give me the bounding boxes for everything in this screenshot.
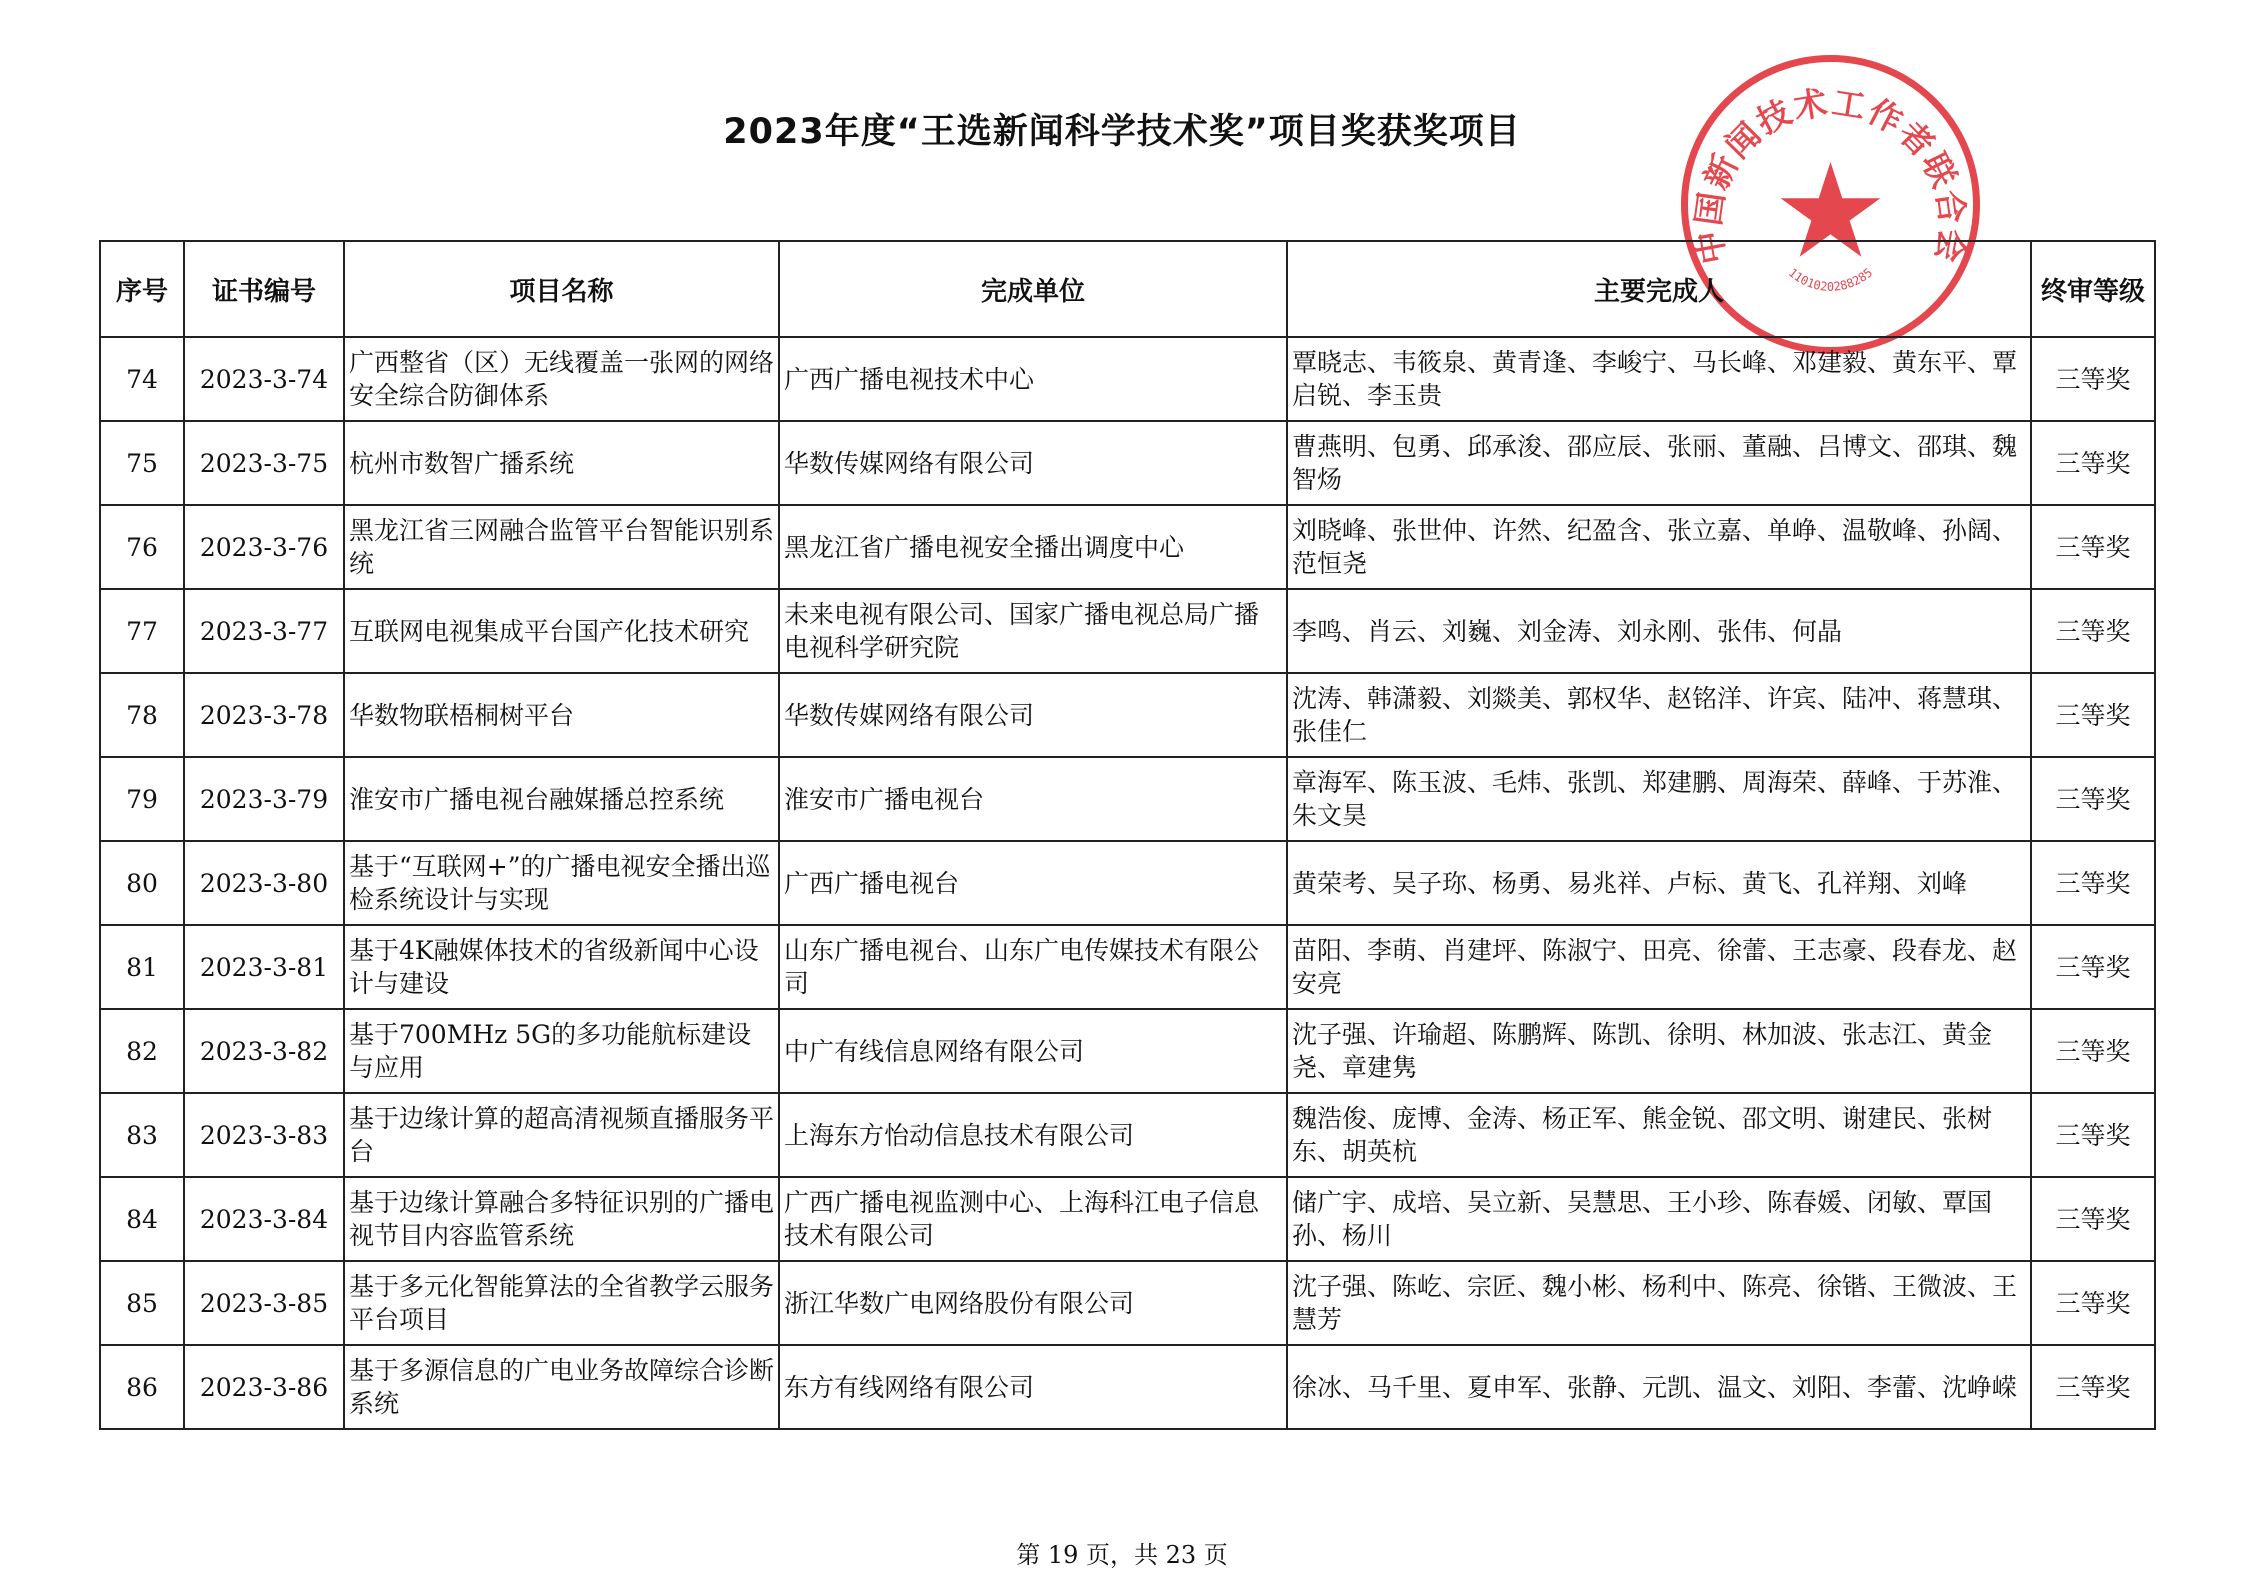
cell-cert-no: 2023-3-83 [184, 1093, 344, 1177]
cell-serial: 84 [100, 1177, 184, 1261]
cell-serial: 78 [100, 673, 184, 757]
header-project-name: 项目名称 [344, 241, 779, 337]
cell-cert-no: 2023-3-76 [184, 505, 344, 589]
cell-people: 覃晓志、韦筱泉、黄青逢、李峻宁、马长峰、邓建毅、黄东平、覃启锐、李玉贵 [1287, 337, 2031, 421]
cell-project-name: 淮安市广播电视台融媒播总控系统 [344, 757, 779, 841]
cell-serial: 80 [100, 841, 184, 925]
cell-project-name: 广西整省（区）无线覆盖一张网的网络安全综合防御体系 [344, 337, 779, 421]
header-serial: 序号 [100, 241, 184, 337]
cell-serial: 83 [100, 1093, 184, 1177]
cell-grade: 三等奖 [2031, 1009, 2155, 1093]
cell-unit: 中广有线信息网络有限公司 [779, 1009, 1287, 1093]
table-header-row [100, 241, 2155, 337]
table-row [100, 337, 2155, 421]
cell-serial: 76 [100, 505, 184, 589]
cell-people: 沈子强、许瑜超、陈鹏辉、陈凯、徐明、林加波、张志江、黄金尧、章建隽 [1287, 1009, 2031, 1093]
awards-table [99, 240, 2156, 1430]
table-row [100, 589, 2155, 673]
cell-people: 徐冰、马千里、夏申军、张静、元凯、温文、刘阳、李蕾、沈峥嵘 [1287, 1345, 2031, 1429]
table-row [100, 841, 2155, 925]
cell-unit: 广西广播电视技术中心 [779, 337, 1287, 421]
header-cert-no: 证书编号 [184, 241, 344, 337]
cell-project-name: 基于边缘计算的超高清视频直播服务平台 [344, 1093, 779, 1177]
table-row [100, 1093, 2155, 1177]
cell-project-name: 基于多源信息的广电业务故障综合诊断系统 [344, 1345, 779, 1429]
cell-cert-no: 2023-3-82 [184, 1009, 344, 1093]
cell-serial: 77 [100, 589, 184, 673]
cell-unit: 山东广播电视台、山东广电传媒技术有限公司 [779, 925, 1287, 1009]
cell-project-name: 基于边缘计算融合多特征识别的广播电视节目内容监管系统 [344, 1177, 779, 1261]
header-grade: 终审等级 [2031, 241, 2155, 337]
cell-people: 沈子强、陈屹、宗匠、魏小彬、杨利中、陈亮、徐锴、王微波、王慧芳 [1287, 1261, 2031, 1345]
page-footer: 第 19 页，共 23 页 [1016, 1541, 1228, 1569]
cell-cert-no: 2023-3-86 [184, 1345, 344, 1429]
cell-serial: 85 [100, 1261, 184, 1345]
cell-unit: 华数传媒网络有限公司 [779, 421, 1287, 505]
header-unit: 完成单位 [779, 241, 1287, 337]
cell-grade: 三等奖 [2031, 505, 2155, 589]
table-row [100, 421, 2155, 505]
cell-grade: 三等奖 [2031, 421, 2155, 505]
cell-cert-no: 2023-3-78 [184, 673, 344, 757]
cell-people: 曹燕明、包勇、邱承浚、邵应辰、张丽、董融、吕博文、邵琪、魏智炀 [1287, 421, 2031, 505]
cell-grade: 三等奖 [2031, 1345, 2155, 1429]
cell-people: 魏浩俊、庞博、金涛、杨正军、熊金锐、邵文明、谢建民、张树东、胡英杭 [1287, 1093, 2031, 1177]
cell-cert-no: 2023-3-74 [184, 337, 344, 421]
cell-cert-no: 2023-3-75 [184, 421, 344, 505]
seal-text: 中国新闻技术工作者联合会 [1688, 82, 1973, 268]
cell-project-name: 基于700MHz 5G的多功能航标建设与应用 [344, 1009, 779, 1093]
cell-cert-no: 2023-3-77 [184, 589, 344, 673]
cell-unit: 广西广播电视监测中心、上海科江电子信息技术有限公司 [779, 1177, 1287, 1261]
header-people: 主要完成人 [1287, 241, 2031, 337]
cell-people: 储广宇、成培、吴立新、吴慧思、王小珍、陈春媛、闭敏、覃国孙、杨川 [1287, 1177, 2031, 1261]
cell-people: 李鸣、肖云、刘巍、刘金涛、刘永刚、张伟、何晶 [1287, 589, 2031, 673]
cell-unit: 华数传媒网络有限公司 [779, 673, 1287, 757]
cell-unit: 未来电视有限公司、国家广播电视总局广播电视科学研究院 [779, 589, 1287, 673]
cell-grade: 三等奖 [2031, 337, 2155, 421]
cell-project-name: 华数物联梧桐树平台 [344, 673, 779, 757]
cell-people: 章海军、陈玉波、毛炜、张凯、郑建鹏、周海荣、薛峰、于苏淮、朱文昊 [1287, 757, 2031, 841]
cell-cert-no: 2023-3-79 [184, 757, 344, 841]
cell-cert-no: 2023-3-84 [184, 1177, 344, 1261]
cell-people: 苗阳、李萌、肖建坪、陈淑宁、田亮、徐蕾、王志豪、段春龙、赵安亮 [1287, 925, 2031, 1009]
cell-unit: 黑龙江省广播电视安全播出调度中心 [779, 505, 1287, 589]
cell-grade: 三等奖 [2031, 1261, 2155, 1345]
seal-serial: 1101020288285 [1785, 265, 1876, 294]
cell-grade: 三等奖 [2031, 841, 2155, 925]
cell-project-name: 黑龙江省三网融合监管平台智能识别系统 [344, 505, 779, 589]
table-row [100, 673, 2155, 757]
cell-project-name: 互联网电视集成平台国产化技术研究 [344, 589, 779, 673]
cell-serial: 82 [100, 1009, 184, 1093]
cell-cert-no: 2023-3-81 [184, 925, 344, 1009]
cell-unit: 淮安市广播电视台 [779, 757, 1287, 841]
cell-grade: 三等奖 [2031, 1093, 2155, 1177]
document-title: 2023年度“王选新闻科学技术奖”项目奖获奖项目 [723, 112, 1521, 152]
cell-unit: 广西广播电视台 [779, 841, 1287, 925]
table-row [100, 757, 2155, 841]
cell-grade: 三等奖 [2031, 925, 2155, 1009]
cell-project-name: 基于4K融媒体技术的省级新闻中心设计与建设 [344, 925, 779, 1009]
cell-serial: 74 [100, 337, 184, 421]
table-row [100, 505, 2155, 589]
cell-serial: 79 [100, 757, 184, 841]
cell-cert-no: 2023-3-80 [184, 841, 344, 925]
cell-grade: 三等奖 [2031, 757, 2155, 841]
table-row [100, 925, 2155, 1009]
cell-grade: 三等奖 [2031, 1177, 2155, 1261]
cell-serial: 86 [100, 1345, 184, 1429]
cell-project-name: 基于“互联网+”的广播电视安全播出巡检系统设计与实现 [344, 841, 779, 925]
table-row [100, 1345, 2155, 1429]
cell-grade: 三等奖 [2031, 589, 2155, 673]
cell-people: 黄荣考、吴子珎、杨勇、易兆祥、卢标、黄飞、孔祥翔、刘峰 [1287, 841, 2031, 925]
cell-people: 沈涛、韩潇毅、刘燚美、郭权华、赵铭洋、许宾、陆冲、蒋慧琪、张佳仁 [1287, 673, 2031, 757]
cell-unit: 东方有线网络有限公司 [779, 1345, 1287, 1429]
cell-cert-no: 2023-3-85 [184, 1261, 344, 1345]
cell-serial: 81 [100, 925, 184, 1009]
cell-unit: 浙江华数广电网络股份有限公司 [779, 1261, 1287, 1345]
table-row [100, 1009, 2155, 1093]
cell-people: 刘晓峰、张世仲、许然、纪盈含、张立嘉、单峥、温敬峰、孙阔、范恒尧 [1287, 505, 2031, 589]
cell-grade: 三等奖 [2031, 673, 2155, 757]
table-row [100, 1177, 2155, 1261]
cell-project-name: 基于多元化智能算法的全省教学云服务平台项目 [344, 1261, 779, 1345]
cell-project-name: 杭州市数智广播系统 [344, 421, 779, 505]
cell-serial: 75 [100, 421, 184, 505]
cell-unit: 上海东方怡动信息技术有限公司 [779, 1093, 1287, 1177]
table-row [100, 1261, 2155, 1345]
